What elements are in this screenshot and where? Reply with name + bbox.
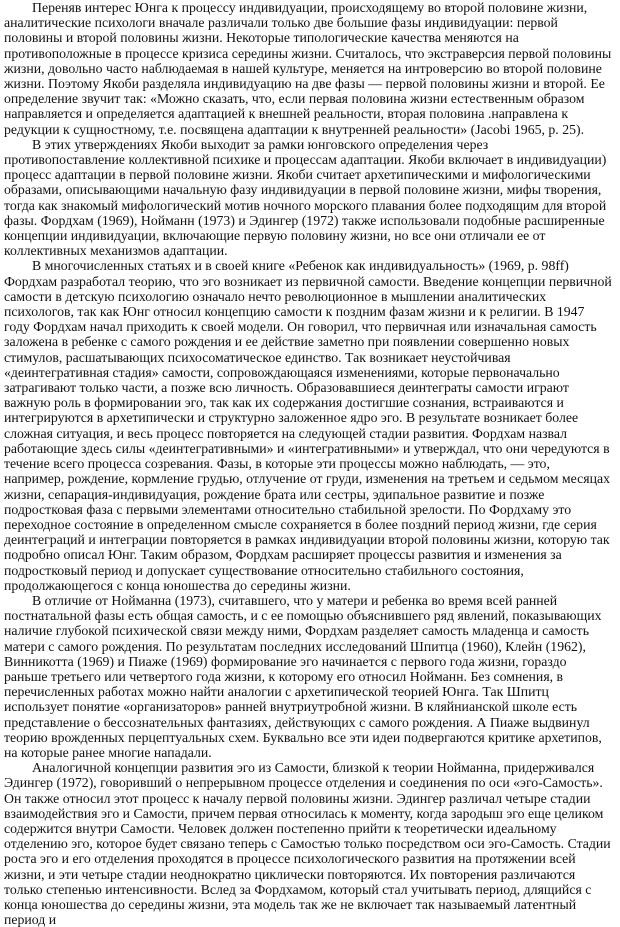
paragraph-neumann: В отличие от Нойманна (1973), считавшего, что у матери и ребенка во время всей ранней постнатальной фазы есть общая самость, и с ее помощью объяснившего ряд явлений, показывающих наличие глубокой психической связи между ними, Фордхам разделяет самость младенца и самость матери с самого рождения. По результатам последних исследований Шпитца (1960), Клейн (1962), Винникотта (1969) и Пиаже (1969) формирование эго начинается с первого года жизни, гораздо раньше третьего или четвертого года жизни, к которому его относил Нойманн. Без сомнения, в перечисленных работах можно найти аналогии с архетипической теорией Юнга. Так Шпитц использует понятие «организаторов» ранней внутриутробной жизни. В кляйнианской школе есть представление о бессознательных фантазиях, действующих с самого рождения. А Пиаже выдвинул теорию врожденных перцептуальных схем. Буквально все эти идеи подвергаются критике архетипов, на которые ранее многие нападали. bbox=[4, 592, 602, 760]
document-page bbox=[4, 0, 612, 927]
paragraph-jacobi: В этих утверждениях Якоби выходит за рамки юнговского определения через противопоставление коллективной психике и процессам адаптации. Якоби включает в индивидуации) процесс адаптации в первой половине жизни. Якоби считает архетипическими и мифологическими образами, описывающими начальную фазу индивидуации в первой половине жизни, мифы творения, тогда как знакомый мифологический мотив ночного морского плавания более подходящим для второй фазы. Фордхам (1969), Нойманн (1973) и Эдингер (1972) также использовали подобные расширенные концепции индивидуации, включающие первую половину жизни, но все они отличали ее от коллективных механизмов адаптации. bbox=[4, 136, 607, 259]
paragraph-individuation-phases: Переняв интерес Юнга к процессу индивидуации, происходящему во второй половине жизни, аналитические психологи вначале различали только две большие фазы индивидуации: первой половины и второй половины жизни. Некоторые типологические качества меняются на противоположные в процессе кризиса середины жизни. Считалось, что экстраверсия первой половины жизни, довольно часто наблюдаемая в нашей культуре, меняется на интроверсию во второй половине жизни. Поэтому Якоби разделяла индивидуацию на две фазы — первой половины жизни и второй. Ее определение звучит так: «Можно сказать, что, если первая половина жизни естественным образом направляется и определяется адаптацией к внешней реальности, вторая половина .направлена к редукции к сущностному, т.е. посвящена адаптации к внутренней реальности» (Jacobi 1965, p. 25). bbox=[4, 0, 612, 137]
paragraph-edinger: Аналогичной концепции развития эго из Самости, близкой к теории Нойманна, придерживался Эдингер (1972), говоривший о непрерывном процессе отделения и соединения по оси «эго-Самость». Он также относил этот процесс к началу первой половины жизни. Эдингер различал четыре стадии взаимодействия эго и Самости, причем первая относилась к моменту, когда зародыш эго еще целиком содержится внутри Самости. Человек должен постепенно прийти к теоретически идеальному отделению эго, которое будет связано теперь с Самостью только посредством оси эго-Самость. Стадии роста эго и его отделения проходятся в процессе психологического развития на протяжении всей жизни, и эти четыре стадии неоднократно циклически повторяются. Их повторения различаются только степенью интенсивности. Вслед за Фордхамом, который стал учитывать период, длящийся с конца юношества до середины жизни, эта модель так же не включает так называемый латентный период и bbox=[4, 760, 611, 927]
paragraph-fordham: В многочисленных статьях и в своей книге «Ребенок как индивидуальность» (1969, p. 98ff) Фордхам разработал теорию, что эго возникает из первичной самости. Введение концепции первичной самости в детскую психологию означало нечто революционное в мышлении аналитических психологов, так как Юнг относил концепцию самости к поздним фазам жизни и к религии. В 1947 году Фордхам начал приходить к своей модели. Он говорил, что первичная или изначальная самость заложена в ребенке с самого рождения и ее действие заметно при появлении совершенно новых стимулов, расшатывающих психосоматическое единство. Так возникает неустойчивая «деинтегративная стадия» самости, сопровождающаяся изменениями, которые первоначально затрагивают только части, а позже всю личность. Образовавшиеся деинтеграты самости играют важную роль в формировании эго, так как их содержания достигшие сознания, встраиваются и интегрируются в архетипически и структурно заложенное ядро эго. В результате возникает более сложная ситуация, и весь процесс повторяется на следующей стадии развития. Фордхам назвал работающие здесь силы «деинтегративными» и «интегративными» и утверждал, что они чередуются в течение всего процесса созревания. Фазы, в которые эти процессы можно наблюдать, — это, например, рождение, кормление грудью, отлучение от груди, изменения на третьем и седьмом месяцах жизни, сепарация-индивидуация, рождение брата или сестры, эдипальное развитие и позже подростковая фаза с первыми элементами относительно стабильной зрелости. По Фордхаму это переходное состояние в определенном смысле сохраняется в более поздний период жизни, где серия деинтеграций и интеграции повторяется в рамках индивидуации второй половины жизни, которую так подробно описал Юнг. Таким образом, Фордхам расширяет процессы развития и изменения за подростковый период и допускает существование относительно стабильного состояния, продолжающегося с конца юношества до середины жизни. bbox=[4, 258, 612, 593]
